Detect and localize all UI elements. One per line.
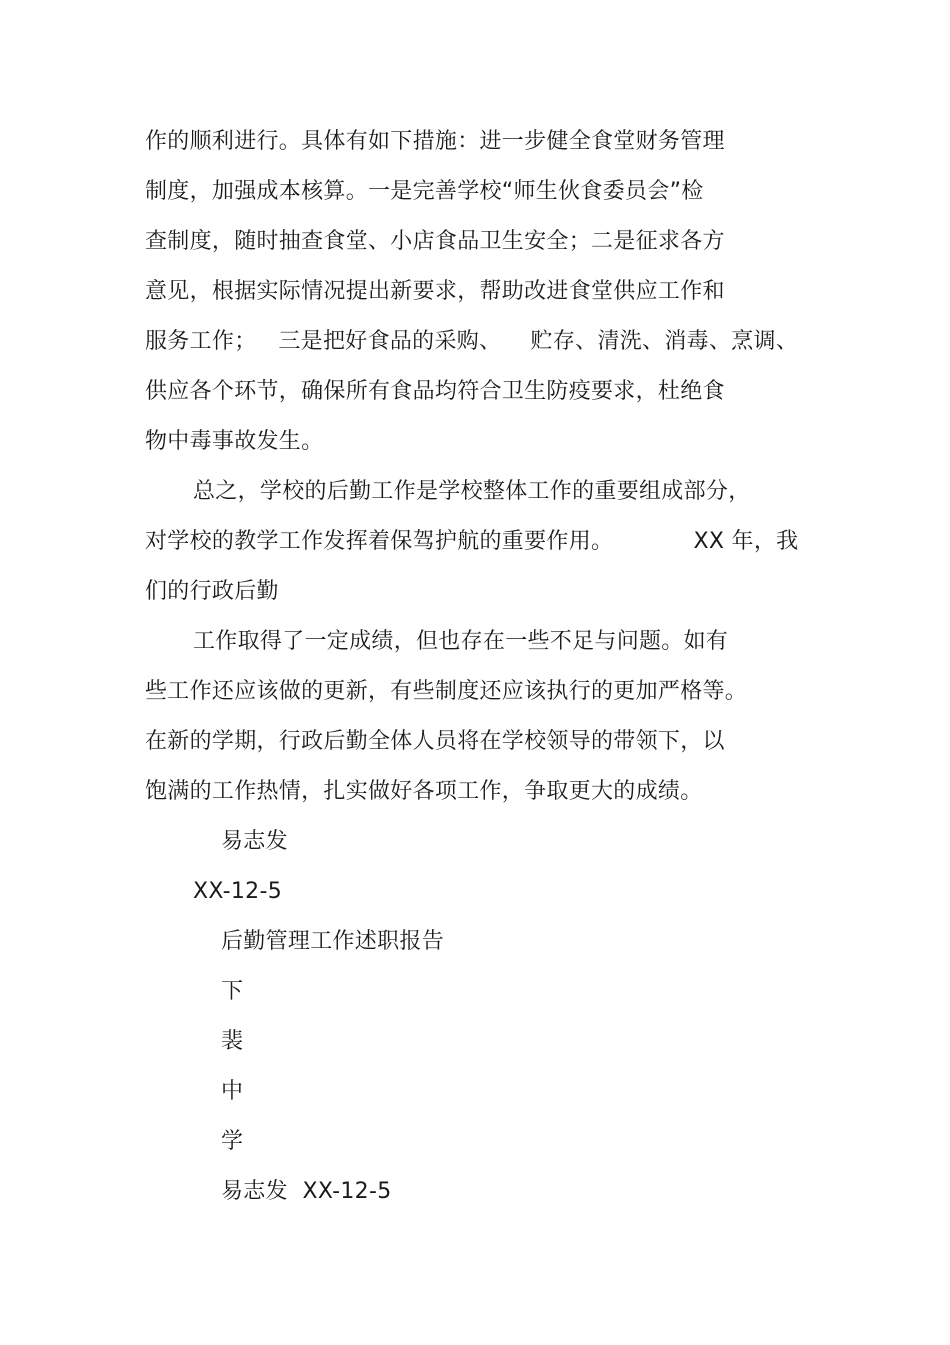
signature-date: XX-12-5	[193, 879, 283, 904]
school-char-1: 下	[221, 979, 244, 1004]
body-line-5: 服务工作； 三是把好食品的采购、 贮存、清洗、消毒、烹调、	[145, 329, 799, 354]
body-line-13: 在新的学期，行政后勤全体人员将在学校领导的带领下，以	[145, 729, 725, 754]
body-line-4: 意见，根据实际情况提出新要求，帮助改进食堂供应工作和	[145, 279, 725, 304]
body-line-1: 作的顺利进行。具体有如下措施：进一步健全食堂财务管理	[145, 129, 725, 154]
body-line-12: 些工作还应该做的更新，有些制度还应该执行的更加严格等。	[145, 679, 748, 704]
body-line-3: 查制度，随时抽查食堂、小店食品卫生安全；二是征求各方	[145, 229, 725, 254]
body-line-10: 们的行政后勤	[145, 579, 279, 604]
signature-name: 易志发	[221, 829, 288, 854]
body-line-7: 物中毒事故发生。	[145, 429, 324, 454]
body-line-11: 工作取得了一定成绩，但也存在一些不足与问题。如有	[193, 629, 729, 654]
author-date-line: 易志发 XX-12-5	[221, 1179, 392, 1204]
school-char-4: 学	[221, 1129, 244, 1154]
body-line-9: 对学校的教学工作发挥着保驾护航的重要作用。 XX 年，我	[145, 529, 799, 554]
school-char-2: 裴	[221, 1029, 244, 1054]
school-char-3: 中	[221, 1079, 244, 1104]
body-line-8: 总之，学校的后勤工作是学校整体工作的重要组成部分，	[193, 479, 751, 504]
body-line-2: 制度，加强成本核算。一是完善学校“师生伙食委员会”检	[145, 179, 704, 204]
report-title: 后勤管理工作述职报告	[221, 929, 445, 954]
body-line-6: 供应各个环节，确保所有食品均符合卫生防疫要求，杜绝食	[145, 379, 725, 404]
body-line-14: 饱满的工作热情，扎实做好各项工作，争取更大的成绩。	[145, 779, 703, 804]
